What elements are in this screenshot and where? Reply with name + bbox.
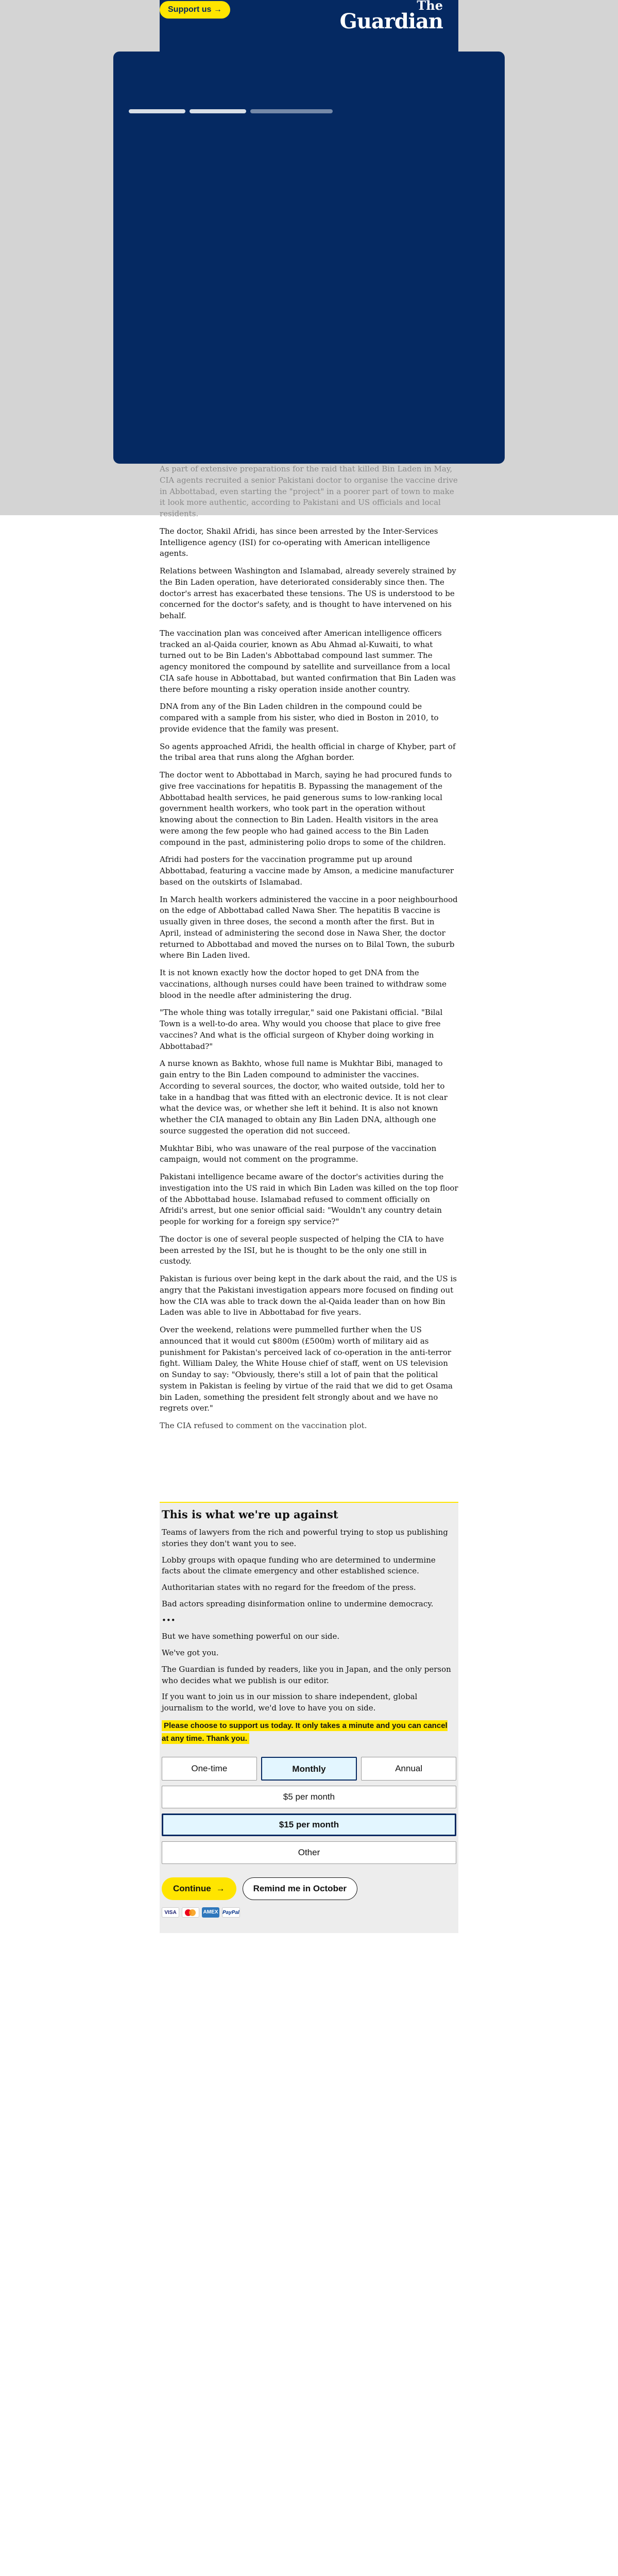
article-paragraph: It is not known exactly how the doctor hoped to get DNA from the vaccinations, although nurses could have been trained to withdraw some blood in the needle after administering the drug. — [160, 968, 447, 1000]
article-paragraph: The vaccination plan was conceived after American intelligence officers tracked an al-Qaida courier, known as Abu Ahmad al-Kuwaiti, to what turned out to be Bin Laden's Abbottabad compound last summer. The agency monitored the compound by satellite and surveillance from a local CIA safe house in Abbottabad, but wanted confirmation that Bin Laden was there before mounting a risky operation inside another country. — [160, 628, 456, 694]
cta-row — [162, 1877, 456, 1900]
frequency-monthly-button[interactable]: Monthly — [261, 1757, 357, 1781]
article-paragraph: Over the weekend, relations were pummelled further when the US announced that it would cut $800m (£500m) worth of military aid as punishment for Pakistan's perceived lack of co-operation in the anti-terror fight. William Daley, the White House chief of staff, went on US television on Sunday to say: "Obviously, there's still a lot of pain that the political system in Pakistan is feeling by virtue of the raid that we did to get Osama bin Laden, something the president felt strongly about and we have no regrets over." — [160, 1325, 453, 1413]
article-paragraph: The CIA refused to comment on the vaccination plot. — [160, 1421, 367, 1430]
remind-me-button[interactable]: Remind me in October — [243, 1877, 357, 1900]
paypal-icon: PayPal — [222, 1907, 240, 1918]
amount-option-15[interactable]: $15 per month — [162, 1814, 456, 1836]
overlay-actions — [129, 109, 333, 113]
article-paragraph: The doctor, Shakil Afridi, has since been arrested by the Inter-Services Intelligence agency (ISI) for co-operating with American intelligence agents. — [160, 526, 438, 558]
navigation-overlay — [113, 52, 505, 464]
frequency-annual-button[interactable]: Annual — [361, 1757, 456, 1781]
epic-line: Authoritarian states with no regard for the freedom of the press. — [162, 1583, 416, 1592]
epic-line: We've got you. — [162, 1648, 219, 1657]
article-paragraph: Mukhtar Bibi, who was unaware of the real purpose of the vaccination campaign, would not comment on the programme. — [160, 1143, 437, 1164]
article-paragraph: A nurse known as Bakhto, whose full name is Mukhtar Bibi, managed to gain entry to the Bin Laden compound to administer the vaccines. According to several sources, the doctor, who waited outside, told her to take in a handbag that was fitted with an electronic device. It is not clear what the device was, or whether she left it behind. It is also not known whether the CIA managed to obtain any Bin Laden DNA, although one source suggested the operation did not succeed. — [160, 1059, 448, 1136]
arrow-right-icon: → — [216, 1883, 225, 1893]
epic-highlight: Please choose to support us today. It only takes a minute and you can cancel at any time. Thank you. — [162, 1721, 448, 1743]
overlay-action-pill[interactable] — [190, 109, 246, 113]
arrow-right-icon: → — [213, 5, 222, 14]
frequency-selector — [162, 1757, 456, 1781]
epic-line: The Guardian is funded by readers, like you in Japan, and the only person who decides what we publish is our editor. — [162, 1664, 451, 1685]
masthead — [160, 0, 458, 57]
article-paragraph: The doctor went to Abbottabad in March, saying he had procured funds to give free vaccinations for hepatitis B. Bypassing the management of the Abbottabad health services, he paid generous sums to low-ranking local government health workers, who took part in the operation without knowing about the connection to Bin Laden. Health visitors in the area were among the few people who had gained access to the Bin Laden compound in the past, administering polio drops to some of the children. — [160, 770, 452, 847]
article-paragraph: Pakistan is furious over being kept in the dark about the raid, and the US is angry that the Pakistani investigation appears more focused on finding out how the CIA was able to track down the al-Qaida leader than on how Bin Laden was able to live in Abbottabad for five years. — [160, 1274, 457, 1317]
article-paragraph: In March health workers administered the vaccine in a poor neighbourhood on the edge of Abbottabad called Nawa Sher. The hepatitis B vaccine is usually given in three doses, the second a month after the first. But in April, instead of administering the second dose in Nawa Sher, the doctor returned to Abbottabad and moved the nurses on to Bilal Town, the suburb where Bin Laden lived. — [160, 894, 458, 960]
support-us-label: Support us — [168, 5, 212, 14]
frequency-one-time-button[interactable]: One-time — [162, 1757, 257, 1781]
payment-methods — [162, 1907, 456, 1918]
epic-line: But we have something powerful on our side. — [162, 1632, 340, 1641]
epic-separator: ••• — [162, 1615, 176, 1625]
epic-title: This is what we're up against — [162, 1508, 338, 1521]
epic-line: Teams of lawyers from the rich and powerful trying to stop us publishing stories they don't want you to see. — [162, 1528, 448, 1548]
article-paragraph: Afridi had posters for the vaccination programme put up around Abbottabad, featuring a vaccine made by Amson, a medicine manufacturer based on the outskirts of Islamabad. — [160, 855, 454, 887]
continue-button[interactable] — [162, 1877, 236, 1900]
continue-label: Continue — [173, 1883, 211, 1893]
epic-line: Lobby groups with opaque funding who are determined to undermine facts about the climate emergency and other established science. — [162, 1555, 436, 1576]
overlay-action-pill[interactable] — [250, 109, 333, 113]
overlay-action-pill[interactable] — [129, 109, 185, 113]
epic-line: Bad actors spreading disinformation online to undermine democracy. — [162, 1599, 434, 1608]
amount-option-5[interactable]: $5 per month — [162, 1786, 456, 1808]
article-paragraph: "The whole thing was totally irregular," said one Pakistani official. "Bilal Town is a well-to-do area. Why would you choose that place to give free vaccines? And what is the official surgeon of Khyber doing working in Abbottabad?" — [160, 1008, 443, 1051]
article-paragraph: So agents approached Afridi, the health official in charge of Khyber, part of the tribal area that runs along the Afghan border. — [160, 741, 456, 762]
support-us-button[interactable] — [160, 1, 230, 19]
logo-the: The — [417, 0, 443, 13]
article-paragraph: The doctor is one of several people suspected of helping the CIA to have been arrested by the ISI, but he is thought to be the only one still in custody. — [160, 1234, 444, 1266]
guardian-logo[interactable] — [340, 0, 443, 31]
amount-option-other[interactable]: Other — [162, 1841, 456, 1864]
article-paragraph: DNA from any of the Bin Laden children in the compound could be compared with a sample from his sister, who died in Boston in 2010, to provide evidence that the family was present. — [160, 702, 439, 734]
visa-icon: VISA — [162, 1907, 179, 1918]
article-paragraph: Relations between Washington and Islamabad, already severely strained by the Bin Laden operation, have deteriorated considerably since then. The doctor's arrest has exacerbated these tensions. The US is understood to be concerned for the doctor's safety, and is thought to have intervened on his behalf. — [160, 566, 456, 620]
epic-line: If you want to join us in our mission to share independent, global journalism to the world, we'd love to have you on side. — [162, 1692, 418, 1713]
article-body — [160, 464, 458, 1438]
support-epic — [160, 1502, 458, 1933]
article-paragraph: As part of extensive preparations for the raid that killed Bin Laden in May, CIA agents recruited a senior Pakistani doctor to organise the vaccine drive in Abbottabad, even starting the "project" in a poorer part of town to make it look more authentic, according to Pakistani and US officials and local residents. — [160, 464, 458, 518]
logo-name: Guardian — [339, 9, 443, 33]
mastercard-icon — [182, 1907, 199, 1918]
article-paragraph: Pakistani intelligence became aware of the doctor's activities during the investigation into the US raid in which Bin Laden was killed on the top floor of the Abbottabad house. Islamabad refused to comment officially on Afridi's arrest, but one senior official said: "Wouldn't any country detain people for working for a foreign spy service?" — [160, 1172, 458, 1226]
amex-icon: AMEX — [202, 1907, 219, 1918]
